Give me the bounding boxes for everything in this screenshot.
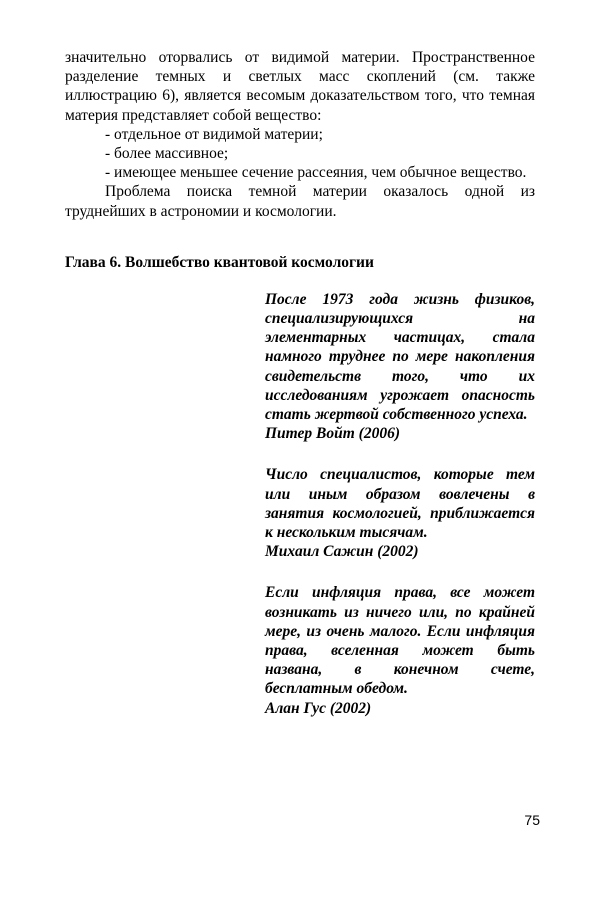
epigraph-text: Если инфляция права, все может возникать из ничего или, по крайней мере, из очень малого. Если инфляция права, вселенная может быть названа, в конечном счете, бесплатным обедом. <box>265 584 535 698</box>
epigraph-1 <box>265 290 535 444</box>
epigraph-author: Питер Войт (2006) <box>265 425 400 443</box>
list-item-3: - имеющее меньшее сечение рассеяния, чем обычное вещество. <box>105 164 527 182</box>
epigraph-3 <box>265 583 535 717</box>
list-item-1: - отдельное от видимой материи; <box>105 125 323 143</box>
page-number: 75 <box>524 812 540 828</box>
body-paragraph-1: значительно оторвались от видимой материи. Пространственное разделение темных и светлых масс скоплений (см. также иллюстрацию 6), является весомым доказательством того, что темная материя представляет собой вещество: <box>65 49 535 124</box>
epigraphs <box>265 290 535 718</box>
page-content <box>65 48 535 740</box>
epigraph-author: Алан Гус (2002) <box>265 699 372 717</box>
epigraph-author: Михаил Сажин (2002) <box>265 543 419 561</box>
body-paragraph-2: Проблема поиска темной материи оказалось одной из труднейших в астрономии и космологии. <box>65 183 535 220</box>
epigraph-text: Число специалистов, которые тем или иным образом вовлечены в занятия космологией, приближается к нескольким тысячам. <box>265 466 535 542</box>
list-item-2: - более массивное; <box>105 145 229 163</box>
epigraph-2 <box>265 465 535 561</box>
chapter-title: Глава 6. Волшебство квантовой космологии <box>65 253 374 271</box>
epigraph-text: После 1973 года жизнь физиков, специализирующихся на элементарных частицах, стала намного труднее по мере накопления свидетельств того, что их исследованиям угрожает опасность стать жертвой собственного успеха. <box>265 290 535 424</box>
